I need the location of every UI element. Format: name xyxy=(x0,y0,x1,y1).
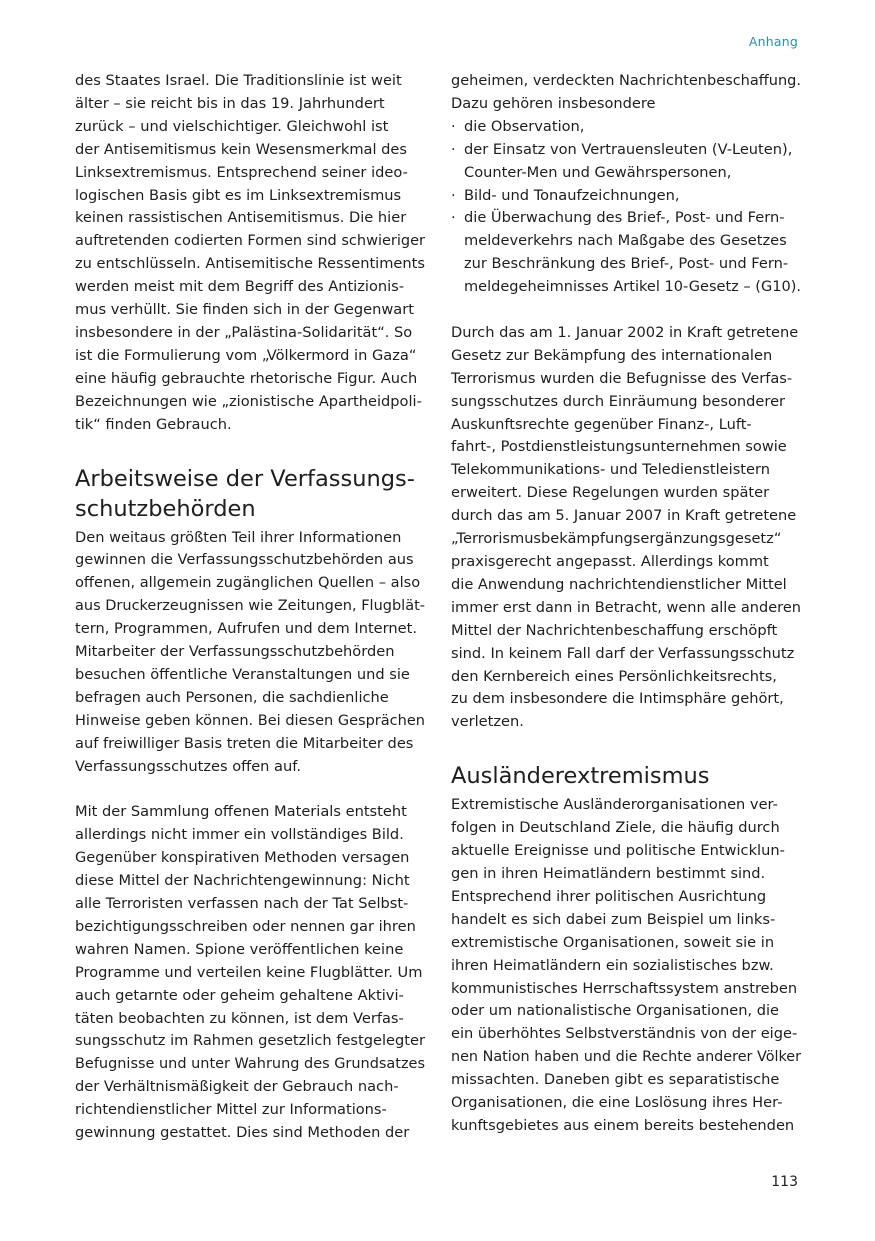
text-line: insbesondere in der „Palästina-Solidarität“. So xyxy=(75,323,413,341)
text-line: der Einsatz von Vertrauensleuten (V-Leuten), xyxy=(464,140,793,158)
text-line: oder um nationalistische Organisationen, die xyxy=(451,1002,780,1020)
text-line: nen Nation haben und die Rechte anderer Völker xyxy=(451,1048,802,1066)
text-line: Mit der Sammlung offenen Materials entsteht xyxy=(75,803,407,821)
text-line: die Observation, xyxy=(464,117,585,135)
section-label: Anhang xyxy=(748,34,798,49)
text-line: gewinnen die Verfassungsschutzbehörden aus xyxy=(75,551,414,569)
heading-line: Ausländerextremismus xyxy=(451,763,710,790)
text-line: bezichtigungsschreiben oder nennen gar ihren xyxy=(75,917,416,935)
text-line: handelt es sich dabei zum Beispiel um links- xyxy=(451,910,776,928)
text-line: täten beobachten zu können, ist dem Verfas- xyxy=(75,1009,404,1027)
text-line: praxisgerecht angepasst. Allerdings kommt xyxy=(451,553,769,571)
text-line: tern, Programmen, Aufrufen und dem Internet. xyxy=(75,620,417,638)
paragraph-terrorism-law xyxy=(451,322,801,734)
text-line: durch das am 5. Januar 2007 in Kraft getretene xyxy=(451,507,797,525)
text-line: gen in ihren Heimatländern bestimmt sind. xyxy=(451,864,766,882)
text-line: Verfassungsschutzes offen auf. xyxy=(75,757,301,775)
text-line: wahren Namen. Spione veröffentlichen keine xyxy=(75,940,404,958)
text-line: mus verhüllt. Sie finden sich in der Gegenwart xyxy=(75,301,414,319)
heading-line: schutzbehörden xyxy=(75,495,256,522)
heading-auslaenderextremismus xyxy=(451,761,801,791)
text-line: zur Beschränkung des Brief-, Post- und Fern- xyxy=(464,255,789,273)
text-line: meldeverkehrs nach Maßgabe des Gesetzes xyxy=(464,232,787,250)
text-line: Counter-Men und Gewährspersonen, xyxy=(464,163,732,181)
text-line: Entsprechend ihrer politischen Ausrichtung xyxy=(451,887,767,905)
text-line: verletzen. xyxy=(451,713,524,731)
text-line: eine häufig gebrauchte rhetorische Figur. Auch xyxy=(75,369,418,387)
text-line: fahrt-, Postdienstleistungsunternehmen sowie xyxy=(451,438,787,456)
bullet-marker: · xyxy=(451,140,456,158)
text-line: Auskunftsrechte gegenüber Finanz-, Luft- xyxy=(451,415,752,433)
bullet-marker: · xyxy=(451,209,456,227)
list-item xyxy=(451,207,801,299)
text-line: offenen, allgemein zugänglichen Quellen – also xyxy=(75,574,421,592)
text-line: aktuelle Ereignisse und politische Entwicklun- xyxy=(451,842,785,860)
text-line: ihren Heimatländern ein sozialistisches bzw. xyxy=(451,956,774,974)
text-line: Organisationen, die eine Loslösung ihres Her- xyxy=(451,1094,783,1112)
text-line: geheimen, verdeckten Nachrichtenbeschaffung. xyxy=(451,72,802,89)
text-line: Dazu gehören insbesondere xyxy=(451,94,656,112)
bullet-marker: · xyxy=(451,117,456,135)
text-line: aus Druckerzeugnissen wie Zeitungen, Flugblät- xyxy=(75,597,426,615)
text-line: die Überwachung des Brief-, Post- und Fern- xyxy=(464,209,785,227)
text-line: Telekommunikations- und Teledienstleistern xyxy=(451,461,770,479)
text-line: kommunistisches Herrschaftssystem anstreben xyxy=(451,979,798,997)
text-line: Linksextremismus. Entsprechend seiner ideo- xyxy=(75,163,408,181)
left-column xyxy=(75,70,425,1145)
text-line: die Anwendung nachrichtendienstlicher Mittel xyxy=(451,575,787,593)
text-line: Hinweise geben können. Bei diesen Gesprächen xyxy=(75,711,426,729)
paragraph-open-sources xyxy=(75,527,425,779)
text-line: Programme und verteilen keine Flugblätter. Um xyxy=(75,963,423,981)
text-line: ein überhöhtes Selbstverständnis von der eige- xyxy=(451,1025,798,1043)
text-line: Extremistische Ausländerorganisationen ver- xyxy=(451,796,778,814)
text-line: gewinnung gestattet. Dies sind Methoden der xyxy=(75,1124,410,1142)
text-line: extremistische Organisationen, soweit sie in xyxy=(451,933,775,951)
list-item xyxy=(451,116,801,139)
text-line: Terrorismus wurden die Befugnisse des Verfas- xyxy=(451,369,793,387)
list-item xyxy=(451,185,801,208)
text-line: den Kernbereich eines Persönlichkeitsrechts, xyxy=(451,667,777,685)
heading-line: Arbeitsweise der Verfassungs- xyxy=(75,465,415,492)
text-line: der Verhältnismäßigkeit der Gebrauch nach- xyxy=(75,1078,399,1096)
text-line: immer erst dann in Betracht, wenn alle anderen xyxy=(451,598,801,616)
page-number: 113 xyxy=(771,1174,798,1190)
text-line: zu entschlüsseln. Antisemitische Ressentiments xyxy=(75,255,425,273)
text-line: keinen rassistischen Antisemitismus. Die hier xyxy=(75,209,407,227)
text-line: befragen auch Personen, die sachdienliche xyxy=(75,688,389,706)
text-line: ist die Formulierung vom „Völkermord in Gaza“ xyxy=(75,346,417,364)
text-line: missachten. Daneben gibt es separatistische xyxy=(451,1071,780,1089)
text-line: Mittel der Nachrichtenbeschaffung erschöpft xyxy=(451,621,778,639)
text-line: Befugnisse und unter Wahrung des Grundsatzes xyxy=(75,1055,425,1073)
heading-arbeitsweise xyxy=(75,464,425,524)
text-line: allerdings nicht immer ein vollständiges Bild. xyxy=(75,826,404,844)
bullet-list xyxy=(451,116,801,299)
text-line: sungsschutz im Rahmen gesetzlich festgelegter xyxy=(75,1032,425,1050)
text-line: Gegenüber konspirativen Methoden versagen xyxy=(75,849,410,867)
text-line: Bezeichnungen wie „zionistische Apartheidpoli- xyxy=(75,392,422,410)
paragraph-foreign-extremism xyxy=(451,794,801,1138)
right-column xyxy=(451,70,801,1138)
text-line: zurück – und vielschichtiger. Gleichwohl ist xyxy=(75,117,389,135)
text-line: sind. In keinem Fall darf der Verfassungsschutz xyxy=(451,644,795,662)
text-line: Durch das am 1. Januar 2002 in Kraft getretene xyxy=(451,323,799,341)
paragraph-intro xyxy=(451,70,801,116)
text-line: zu dem insbesondere die Intimsphäre gehört, xyxy=(451,690,784,708)
text-line: älter – sie reicht bis in das 19. Jahrhundert xyxy=(75,94,385,112)
text-line: meldegeheimnisses Artikel 10-Gesetz – (G10). xyxy=(464,278,802,296)
list-item xyxy=(451,139,801,185)
text-line: sungsschutzes durch Einräumung besonderer xyxy=(451,392,786,410)
text-line: erweitert. Diese Regelungen wurden später xyxy=(451,484,770,502)
text-line: tik“ finden Gebrauch. xyxy=(75,415,232,433)
text-line: Den weitaus größten Teil ihrer Informationen xyxy=(75,528,402,546)
text-line: Bild- und Tonaufzeichnungen, xyxy=(464,186,680,204)
text-line: auftretenden codierten Formen sind schwieriger xyxy=(75,232,426,250)
text-line: logischen Basis gibt es im Linksextremismus xyxy=(75,186,402,204)
text-line: kunftsgebietes aus einem bereits bestehenden xyxy=(451,1116,795,1134)
text-line: auch getarnte oder geheim gehaltene Aktivi- xyxy=(75,986,404,1004)
text-line: folgen in Deutschland Ziele, die häufig durch xyxy=(451,819,780,837)
text-line: diese Mittel der Nachrichtengewinnung: Nicht xyxy=(75,872,410,890)
text-line: werden meist mit dem Begriff des Antizionis- xyxy=(75,278,405,296)
bullet-marker: · xyxy=(451,186,456,204)
text-line: der Antisemitismus kein Wesensmerkmal des xyxy=(75,140,408,158)
paragraph-covert-methods xyxy=(75,801,425,1145)
text-line: besuchen öffentliche Veranstaltungen und sie xyxy=(75,665,410,683)
paragraph-antisemitism xyxy=(75,70,425,437)
text-line: des Staates Israel. Die Traditionslinie ist weit xyxy=(75,72,402,89)
text-line: Gesetz zur Bekämpfung des internationalen xyxy=(451,346,773,364)
text-line: auf freiwilliger Basis treten die Mitarbeiter des xyxy=(75,734,414,752)
text-line: „Terrorismusbekämpfungsergänzungsgesetz“ xyxy=(451,530,782,548)
text-line: richtendienstlicher Mittel zur Informations- xyxy=(75,1101,387,1119)
text-line: Mitarbeiter der Verfassungsschutzbehörden xyxy=(75,643,395,661)
text-line: alle Terroristen verfassen nach der Tat Selbst- xyxy=(75,894,409,912)
